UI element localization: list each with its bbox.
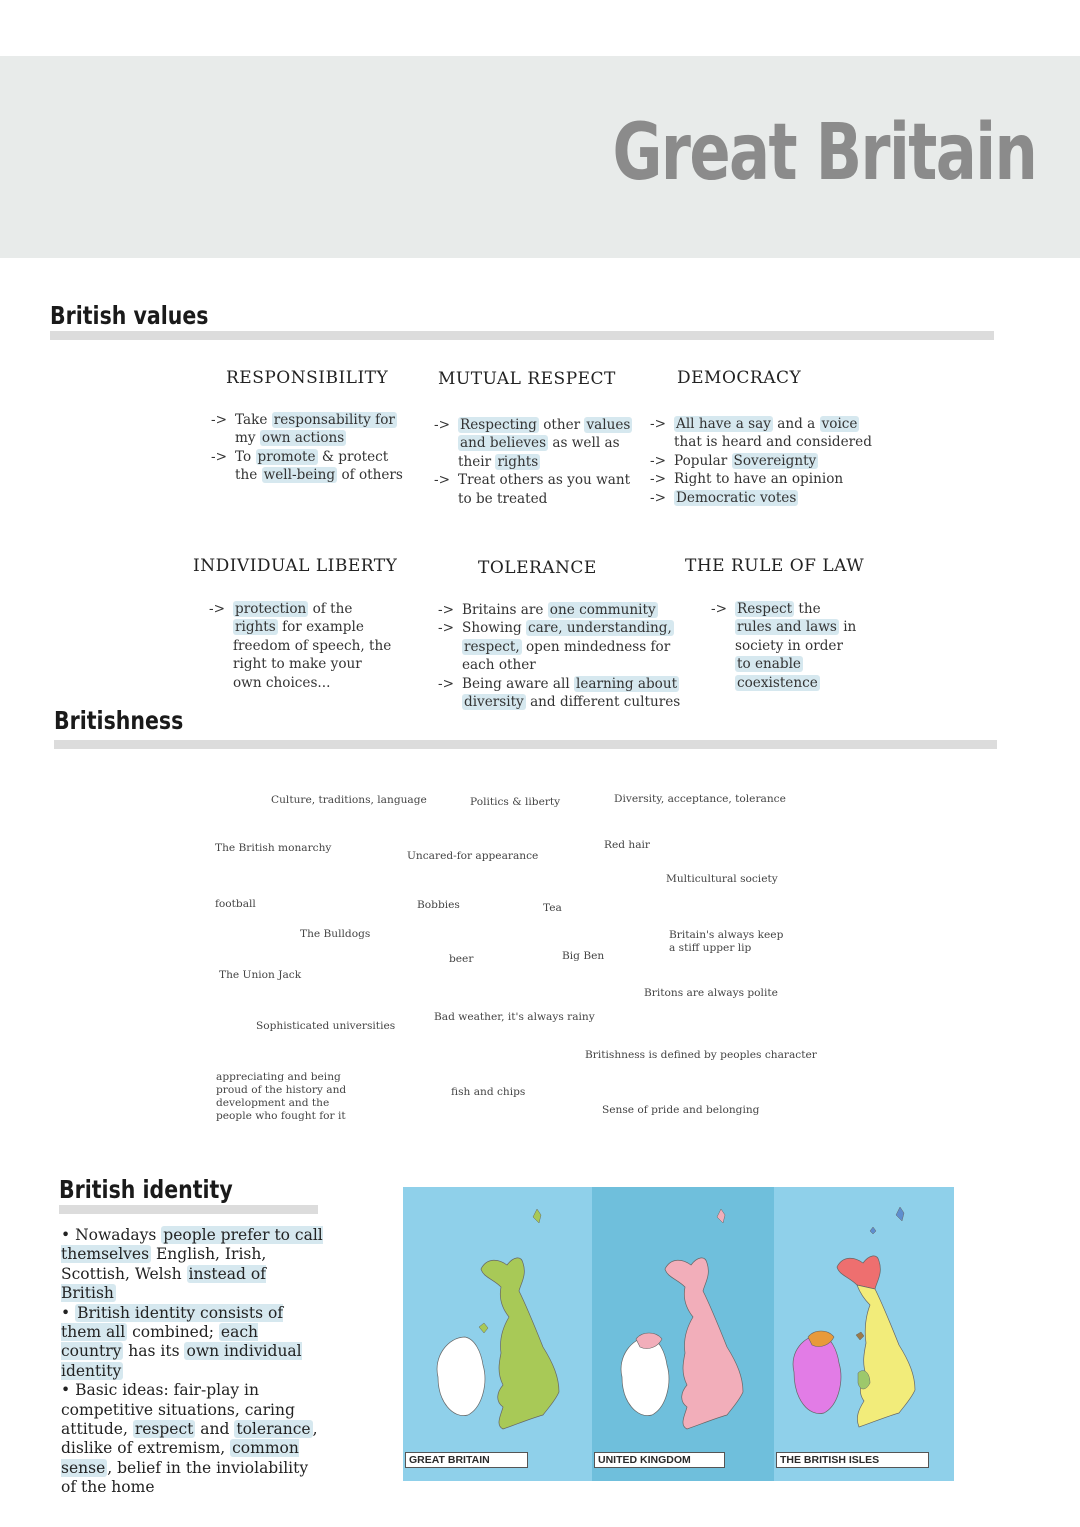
text-run: combined; <box>127 1323 219 1342</box>
highlighted-text: learning about <box>576 675 678 692</box>
arrow-marker: -> <box>434 472 450 489</box>
britishness-word: Red hair <box>604 839 650 851</box>
text-run: • <box>61 1303 76 1322</box>
value-line <box>434 434 632 452</box>
value-line <box>711 600 856 618</box>
value-line <box>711 618 856 636</box>
highlighted-text: rights <box>235 619 276 636</box>
value-line <box>211 466 403 484</box>
value-title-democracy: DEMOCRACY <box>677 368 802 388</box>
highlighted-text: All have a say <box>676 416 771 432</box>
text-run: To <box>235 448 256 465</box>
value-line <box>211 448 403 466</box>
value-line <box>434 453 632 471</box>
value-title-tolerance: TOLERANCE <box>478 558 597 578</box>
highlighted-text: rules and laws <box>737 619 837 636</box>
text-run: open mindedness for <box>521 638 671 655</box>
arrow-marker: -> <box>438 602 454 618</box>
britishness-word: fish and chips <box>451 1086 526 1098</box>
arrow-marker: -> <box>711 601 727 617</box>
value-title-rule-of-law: THE RULE OF LAW <box>685 556 865 576</box>
text-run: other <box>538 417 585 433</box>
text-run: the <box>235 467 262 484</box>
value-line <box>438 693 680 711</box>
british-values-heading: British values <box>50 301 209 330</box>
highlighted-text: common sense <box>61 1439 299 1477</box>
text-run: freedom of speech, the <box>233 637 392 654</box>
britishness-word: beer <box>449 953 474 965</box>
britishness-word: Uncared-for appearance <box>407 850 539 862</box>
britishness-word: Britons are always polite <box>644 987 778 999</box>
british-identity-divider <box>59 1205 318 1214</box>
text-run: Popular <box>674 452 732 469</box>
map-british-isles <box>774 1187 954 1481</box>
text-run: , belief in the inviolability of the home <box>61 1458 309 1497</box>
value-line <box>209 600 391 618</box>
britishness-word: appreciating and being proud of the history and development and the people who fought for it <box>216 1071 347 1122</box>
britishness-heading: Britishness <box>54 706 184 735</box>
britishness-word: Bad weather, it's always rainy <box>434 1011 595 1023</box>
text-run: Treat others as you want <box>458 472 631 489</box>
text-run: Showing <box>462 620 527 637</box>
value-line <box>211 429 403 447</box>
value-list-tolerance <box>438 601 680 711</box>
value-line <box>434 490 632 508</box>
highlighted-text: Respecting <box>460 417 537 433</box>
value-line <box>438 675 680 693</box>
text-run: for example <box>277 619 364 636</box>
text-run: has its <box>123 1342 185 1361</box>
value-line <box>438 601 680 619</box>
value-line <box>209 618 391 636</box>
value-line <box>434 416 632 434</box>
value-line <box>650 415 872 433</box>
arrow-marker: -> <box>650 489 666 506</box>
highlighted-text: British identity consists of them all <box>61 1303 284 1342</box>
text-run: & protect <box>317 448 389 465</box>
highlighted-text: one community <box>549 602 656 618</box>
text-run: in <box>838 619 857 636</box>
identity-point <box>61 1381 323 1497</box>
britishness-word: Multicultural society <box>666 873 778 885</box>
value-title-individual-liberty: INDIVIDUAL LIBERTY <box>193 556 398 576</box>
text-run: and a <box>772 416 820 432</box>
text-run: , dislike of extremism, <box>61 1420 318 1458</box>
highlighted-text: own actions <box>261 430 345 447</box>
highlighted-text: care, understanding, <box>528 620 672 637</box>
value-line <box>211 411 403 429</box>
britishness-word: The British monarchy <box>215 842 332 854</box>
highlighted-text: own individual identity <box>61 1342 302 1380</box>
highlighted-text: promote <box>257 448 316 465</box>
text-run: • Nowadays <box>61 1226 162 1244</box>
text-run: their <box>458 453 496 470</box>
britishness-word: football <box>215 898 256 910</box>
highlighted-text: responsability for <box>273 412 395 428</box>
text-run: that is heard and considered <box>674 434 872 451</box>
highlighted-text: coexistence <box>737 674 818 691</box>
value-list-democracy <box>650 415 872 507</box>
text-run: of others <box>337 467 403 484</box>
value-line <box>650 489 872 507</box>
arrow-marker: -> <box>438 620 454 637</box>
value-line <box>438 656 680 674</box>
arrow-marker: -> <box>650 471 666 488</box>
british-identity-list <box>61 1226 323 1498</box>
map-label-british-isles: THE BRITISH ISLES <box>776 1452 929 1468</box>
highlighted-text: each country <box>61 1323 258 1361</box>
highlighted-text: respect, <box>464 638 520 655</box>
text-run: and different cultures <box>525 694 681 711</box>
highlighted-text: rights <box>497 453 539 470</box>
text-run: my <box>235 430 260 447</box>
britishness-word: The Union Jack <box>219 969 302 981</box>
text-run: Being aware all <box>462 675 574 692</box>
britishness-word: Diversity, acceptance, tolerance <box>614 793 786 805</box>
text-run: as well as <box>548 435 620 452</box>
text-run: the <box>794 601 821 617</box>
page-title: Great Britain <box>612 108 1036 198</box>
highlighted-text: values <box>586 417 631 433</box>
text-run: English, Irish, Scottish, Welsh <box>61 1245 267 1283</box>
britishness-word: Sophisticated universities <box>256 1020 396 1032</box>
text-run: Take <box>235 412 272 428</box>
arrow-marker: -> <box>438 675 454 692</box>
text-run: and <box>195 1420 235 1439</box>
highlighted-text: people prefer to call themselves <box>61 1226 323 1264</box>
value-line <box>711 674 856 692</box>
highlighted-text: respect <box>134 1420 194 1439</box>
value-line <box>711 637 856 655</box>
highlighted-text: diversity <box>464 694 524 711</box>
value-line <box>650 470 872 488</box>
highlighted-text: Democratic votes <box>676 489 797 506</box>
value-list-responsibility <box>211 411 403 485</box>
arrow-marker: -> <box>211 412 227 428</box>
highlighted-text: voice <box>821 416 858 432</box>
map-label-great-britain: GREAT BRITAIN <box>405 1452 528 1468</box>
value-list-mutual-respect <box>434 416 632 508</box>
arrow-marker: -> <box>209 601 225 617</box>
text-run: Right to have an opinion <box>674 471 844 488</box>
text-run: Britains are <box>462 602 548 618</box>
arrow-marker: -> <box>211 448 227 465</box>
britishness-word: Sense of pride and belonging <box>602 1104 760 1116</box>
text-run: each other <box>462 657 536 674</box>
britishness-divider <box>54 740 997 749</box>
value-list-individual-liberty <box>209 600 391 692</box>
identity-point <box>61 1226 323 1304</box>
highlighted-text: tolerance <box>236 1420 311 1439</box>
value-title-responsibility: RESPONSIBILITY <box>226 368 389 388</box>
britishness-word: Big Ben <box>562 950 605 962</box>
value-line <box>209 674 391 692</box>
map-united-kingdom <box>592 1187 774 1481</box>
text-run: society in order <box>735 637 843 654</box>
value-line <box>711 655 856 673</box>
highlighted-text: protection <box>235 601 307 617</box>
arrow-marker: -> <box>650 452 666 469</box>
highlighted-text: to enable <box>737 656 801 673</box>
britishness-word: Tea <box>543 902 562 914</box>
value-line <box>209 637 391 655</box>
britishness-word: Britishness is defined by peoples character <box>585 1049 817 1061</box>
arrow-marker: -> <box>650 416 666 432</box>
highlighted-text: Sovereignty <box>733 452 817 469</box>
map-label-united-kingdom: UNITED KINGDOM <box>594 1452 725 1468</box>
britishness-word: Bobbies <box>417 899 460 911</box>
value-line <box>650 433 872 451</box>
text-run: own choices... <box>233 674 331 691</box>
value-title-mutual-respect: MUTUAL RESPECT <box>438 369 616 389</box>
britishness-word: Politics & liberty <box>470 796 561 808</box>
text-run: of the <box>308 601 353 617</box>
british-values-divider <box>50 331 994 340</box>
value-line <box>650 452 872 470</box>
highlighted-text: and believes <box>460 435 547 452</box>
value-line <box>434 471 632 489</box>
value-line <box>438 619 680 637</box>
maps-figure <box>403 1187 954 1481</box>
british-identity-heading: British identity <box>59 1175 233 1204</box>
highlighted-text: well-being <box>263 467 336 484</box>
britishness-word: Britain's always keep a stiff upper lip <box>669 929 784 954</box>
map-great-britain <box>403 1187 592 1481</box>
identity-point <box>61 1304 323 1382</box>
text-run: to be treated <box>458 490 548 507</box>
britishness-word: The Bulldogs <box>300 928 371 940</box>
value-list-rule-of-law <box>711 600 856 692</box>
highlighted-text: Respect <box>737 601 793 617</box>
text-run: right to make your <box>233 656 362 673</box>
arrow-marker: -> <box>434 417 450 433</box>
value-line <box>438 638 680 656</box>
highlighted-text: instead of British <box>61 1264 266 1303</box>
text-run: • Basic ideas: fair-play in competitive situations, caring attitude, <box>61 1381 295 1439</box>
value-line <box>209 655 391 673</box>
britishness-word: Culture, traditions, language <box>271 794 427 806</box>
